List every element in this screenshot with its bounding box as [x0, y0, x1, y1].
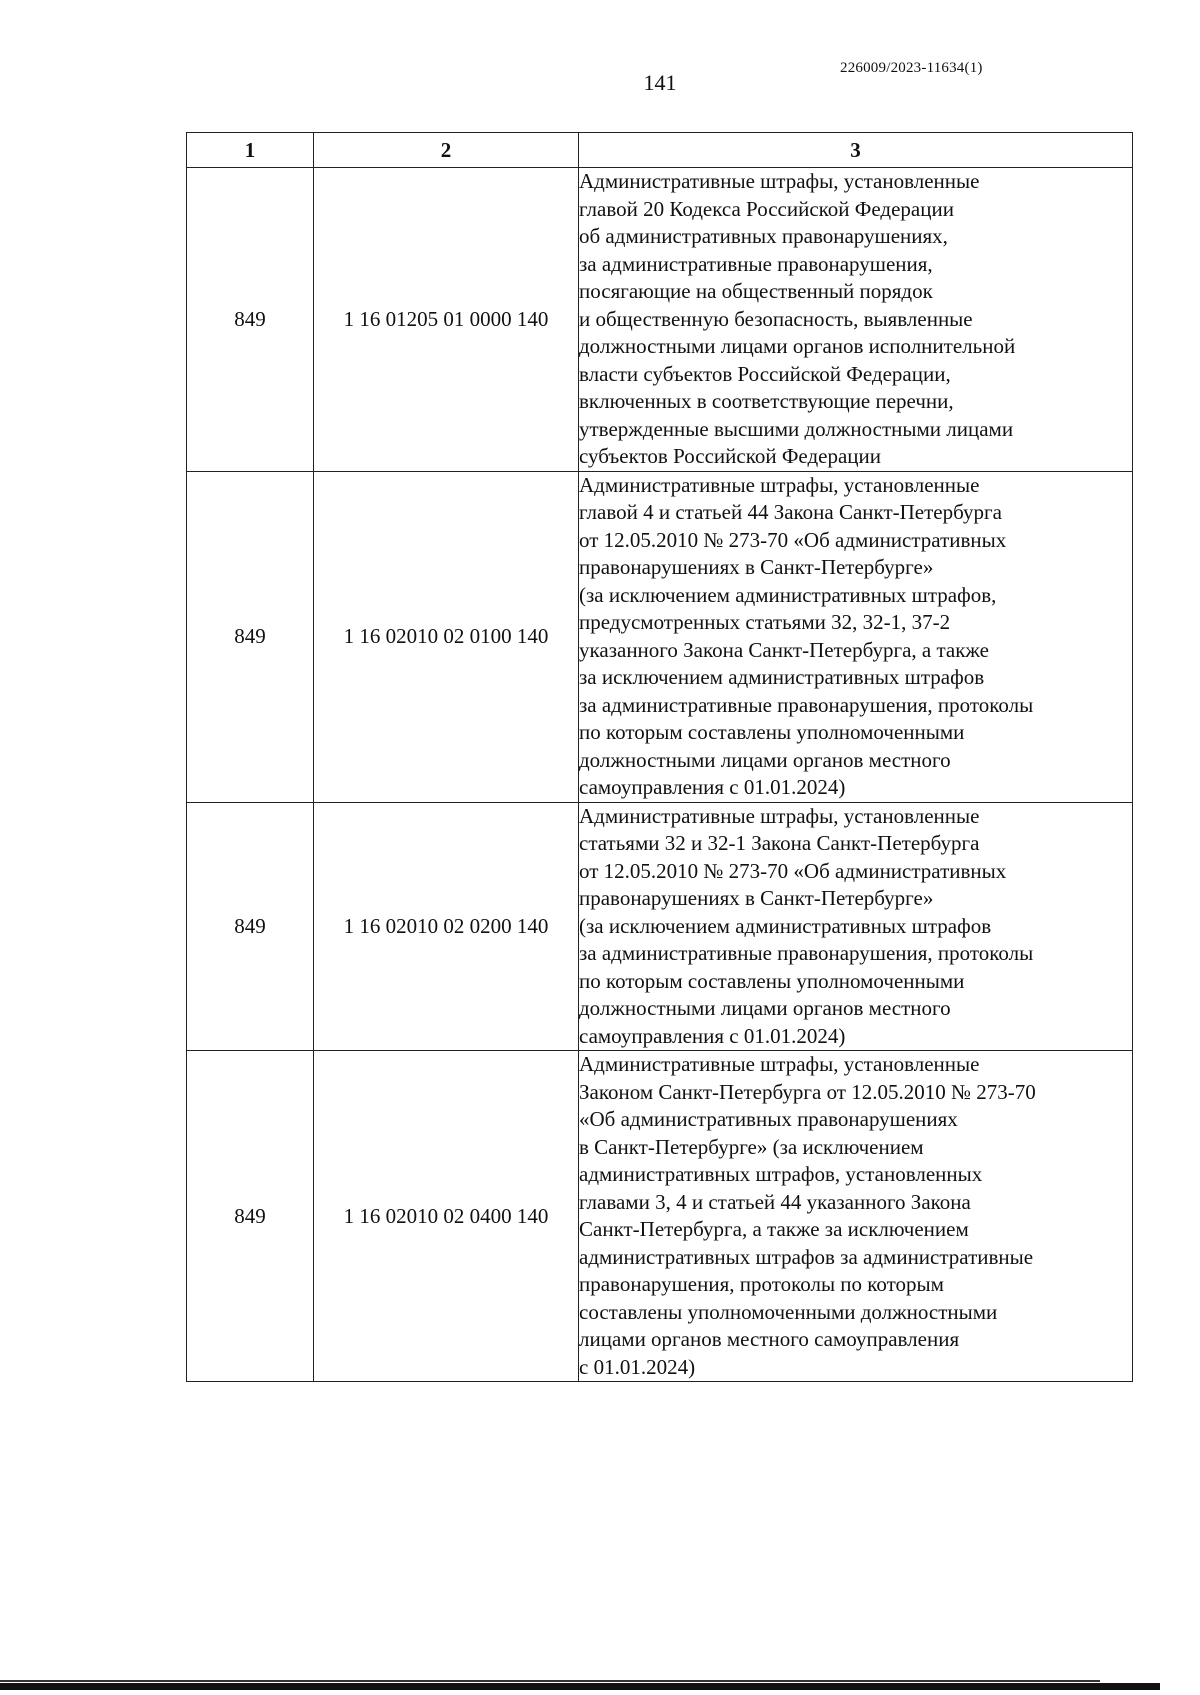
description-line: посягающие на общественный порядок	[579, 279, 933, 303]
description-line: Административные штрафы, установленные	[579, 472, 980, 497]
column-header-3: 3	[579, 133, 1133, 168]
description-line: субъектов Российской Федерации	[579, 444, 882, 468]
description-line: включенных в соответствующие перечни,	[579, 389, 954, 413]
description-line: за административные правонарушения, протоколы	[579, 941, 1034, 965]
admin-code-cell: 849	[187, 471, 314, 802]
description-line: «Об административных правонарушениях	[579, 1107, 958, 1131]
description-line: (за исключением административных штрафов	[579, 913, 992, 938]
description-line: статьями 32 и 32-1 Закона Санкт-Петербурга	[579, 831, 980, 855]
budget-code-cell: 1 16 02010 02 0200 140	[314, 802, 579, 1051]
column-header-2: 2	[314, 133, 579, 168]
description-line: главой 4 и статьей 44 Закона Санкт-Петербурга	[579, 500, 1002, 524]
description-line: власти субъектов Российской Федерации,	[579, 361, 951, 386]
description-line: главой 20 Кодекса Российской Федерации	[579, 196, 954, 221]
description-line: лицами органов местного самоуправления	[579, 1327, 960, 1351]
description-line: правонарушениях в Санкт-Петербурге»	[579, 886, 934, 910]
description-line: от 12.05.2010 № 273-70 «Об административных	[579, 858, 1007, 883]
admin-code-cell: 849	[187, 1051, 314, 1382]
description-line: должностными лицами органов исполнительной	[579, 334, 1016, 358]
description-line: главами 3, 4 и статьей 44 указанного Закона	[579, 1189, 971, 1214]
description-line: самоуправления с 01.01.2024)	[579, 775, 846, 799]
description-line: должностными лицами органов местного	[579, 996, 951, 1020]
description-line: Законом Санкт-Петербурга от 12.05.2010 № 273-70	[579, 1079, 1036, 1104]
budget-code-cell: 1 16 01205 01 0000 140	[314, 168, 579, 472]
description-line: Административные штрафы, установленные	[579, 1052, 980, 1076]
description-line: (за исключением административных штрафов,	[579, 582, 997, 607]
description-line: за административные правонарушения,	[579, 251, 933, 276]
description-line: по которым составлены уполномоченными	[579, 968, 965, 993]
column-header-1: 1	[187, 133, 314, 168]
budget-code-cell: 1 16 02010 02 0100 140	[314, 471, 579, 802]
description-line: составлены уполномоченными должностными	[579, 1299, 998, 1324]
description-cell	[579, 1051, 1133, 1382]
admin-code-cell: 849	[187, 168, 314, 472]
description-line: Административные штрафы, установленные	[579, 169, 980, 193]
admin-code-cell: 849	[187, 802, 314, 1051]
description-line: от 12.05.2010 № 273-70 «Об административных	[579, 527, 1007, 552]
table-body	[187, 168, 1133, 1382]
description-line: утвержденные высшими должностными лицами	[579, 416, 1014, 441]
description-cell	[579, 471, 1133, 802]
description-line: с 01.01.2024)	[579, 1354, 696, 1379]
description-line: указанного Закона Санкт-Петербурга, а также	[579, 637, 989, 662]
budget-code-table	[186, 132, 1133, 1382]
page-number: 141	[643, 70, 677, 95]
description-cell	[579, 168, 1133, 472]
table-row	[187, 1051, 1133, 1382]
description-cell	[579, 802, 1133, 1051]
description-line: и общественную безопасность, выявленные	[579, 306, 973, 331]
budget-code-cell: 1 16 02010 02 0400 140	[314, 1051, 579, 1382]
description-line: правонарушения, протоколы по которым	[579, 1272, 944, 1296]
description-line: по которым составлены уполномоченными	[579, 720, 965, 744]
description-line: за административные правонарушения, протоколы	[579, 692, 1034, 717]
scan-edge-line	[0, 1680, 1100, 1682]
table-row	[187, 802, 1133, 1051]
description-line: об административных правонарушениях,	[579, 224, 948, 248]
document-id: 226009/2023-11634(1)	[840, 60, 983, 76]
description-line: должностными лицами органов местного	[579, 747, 951, 772]
scan-edge-bar	[0, 1683, 1160, 1690]
table-row	[187, 471, 1133, 802]
description-line: административных штрафов за административные	[579, 1244, 1034, 1269]
description-line: в Санкт-Петербурге» (за исключением	[579, 1134, 924, 1159]
description-line: правонарушениях в Санкт-Петербурге»	[579, 555, 934, 579]
description-line: административных штрафов, установленных	[579, 1162, 983, 1186]
description-line: Санкт-Петербурга, а также за исключением	[579, 1217, 969, 1241]
description-line: Административные штрафы, установленные	[579, 803, 980, 828]
description-line: самоуправления с 01.01.2024)	[579, 1023, 846, 1048]
description-line: предусмотренных статьями 32, 32-1, 37-2	[579, 610, 951, 634]
table-header-row	[187, 133, 1133, 168]
description-line: за исключением административных штрафов	[579, 665, 985, 689]
table-row	[187, 168, 1133, 472]
